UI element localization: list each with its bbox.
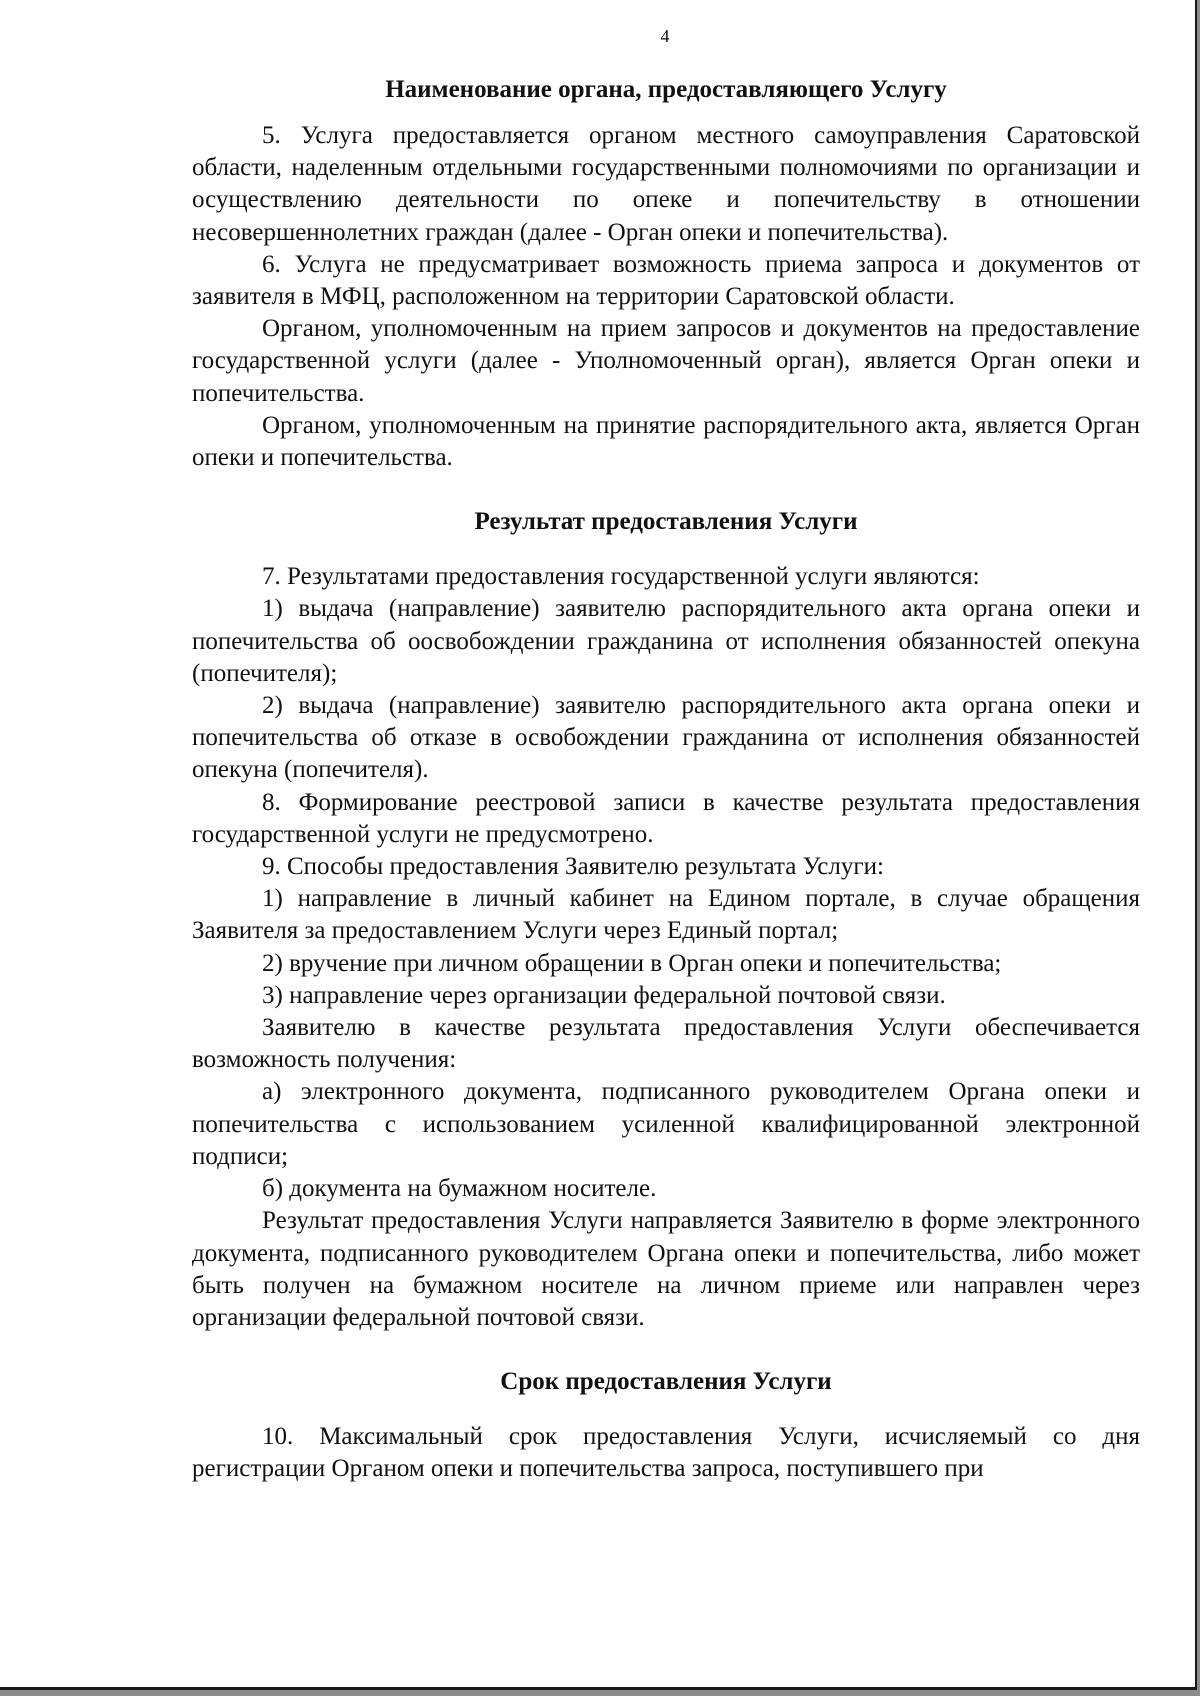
paragraph-6: 6. Услуга не предусматривает возможность приема запроса и документов от заявителя в МФЦ, расположенном на территории Саратовской области. bbox=[192, 250, 1140, 311]
paragraph-option-a: а) электронного документа, подписанного руководителем Органа опеки и попечительства с использованием усиленной квалифицированной электронной подписи; bbox=[192, 1078, 1140, 1170]
paragraph-10: 10. Максимальный срок предоставления Услуги, исчисляемый со дня регистрации Органом опеки и попечительства запроса, поступившего при bbox=[192, 1423, 1140, 1483]
paragraph-9-item-3: 3) направление через организации федеральной почтовой связи. bbox=[262, 981, 946, 1009]
paragraph-result-delivery: Результат предоставления Услуги направляется Заявителю в форме электронного документа, подписанного руководителем Органа опеки и попечительства, либо может быть получен на бумажном носителе на личном приеме или направлен через организации федеральной почтовой связи. bbox=[192, 1207, 1140, 1331]
paragraph-5: 5. Услуга предоставляется органом местного самоуправления Саратовской области, наделенным отдельными государственными полномочиями по организации и осуществлению деятельности по опеке и попечительству в отношении несовершеннолетних граждан (далее - Орган опеки и попечительства). bbox=[192, 122, 1140, 246]
paragraph-7-item-1: 1) выдача (направление) заявителю распорядительного акта органа опеки и попечительства об оосвобождении гражданина от исполнения обязанностей опекуна (попечителя); bbox=[192, 595, 1140, 687]
paragraph-9-item-1: 1) направление в личный кабинет на Едином портале, в случае обращения Заявителя за предоставлением Услуги через Единый портал; bbox=[192, 885, 1140, 945]
paragraph-option-b: б) документа на бумажном носителе. bbox=[262, 1175, 657, 1203]
paragraph-9: 9. Способы предоставления Заявителю результата Услуги: bbox=[262, 853, 884, 881]
section-heading-term: Срок предоставления Услуги bbox=[500, 1368, 832, 1396]
document-body bbox=[192, 74, 1140, 1486]
paragraph-9-item-2: 2) вручение при личном обращении в Орган опеки и попечительства; bbox=[262, 949, 1002, 977]
page-number: 4 bbox=[660, 26, 670, 46]
section-heading-authority: Наименование органа, предоставляющего Услугу bbox=[385, 76, 947, 103]
paragraph-act-body: Органом, уполномоченным на принятие распорядительного акта, является Орган опеки и попечительства. bbox=[192, 411, 1140, 472]
paragraph-7: 7. Результатами предоставления государственной услуги являются: bbox=[262, 563, 980, 591]
paragraph-receipt-options: Заявителю в качестве результата предоставления Услуги обеспечивается возможность получения: bbox=[192, 1014, 1140, 1074]
section-heading-result: Результат предоставления Услуги bbox=[474, 508, 858, 536]
paragraph-authorized-body: Органом, уполномоченным на прием запросов и документов на предоставление государственной услуги (далее - Уполномоченный орган), является Орган опеки и попечительства. bbox=[192, 315, 1140, 407]
paragraph-7-item-2: 2) выдача (направление) заявителю распорядительного акта органа опеки и попечительства об отказе в освобождении гражданина от исполнения обязанностей опекуна (попечителя). bbox=[192, 692, 1140, 784]
paragraph-8: 8. Формирование реестровой записи в качестве результата предоставления государственной услуги не предусмотрено. bbox=[192, 788, 1140, 848]
